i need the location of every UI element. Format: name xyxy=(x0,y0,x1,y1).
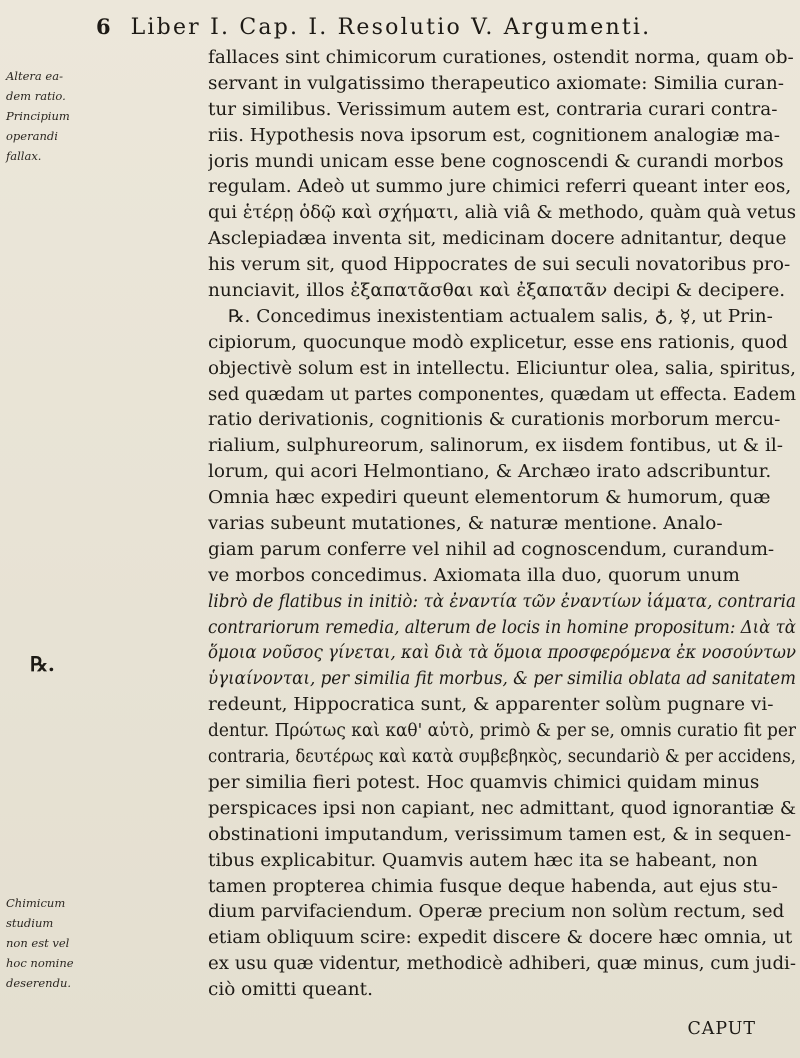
text-line: tamen propterea chimia fusque deque habenda, aut ejus stu- xyxy=(208,876,778,897)
margin-note-line: dem ratio. xyxy=(6,89,66,103)
text-line: nunciavit, illos ἐξαπατᾶσθαι καὶ ἐξαπατᾶν decipi & decipere. xyxy=(208,281,786,302)
text-line: lorum, qui acori Helmontiano, & Archæo irato adscribuntur. xyxy=(208,462,772,483)
text-line: dentur. Πρώτως καὶ καθ' αὑτὸ, primò & per se, omnis curatio fit per xyxy=(208,721,796,742)
text-line: regulam. Adeò ut summo jure chimici referri queant inter eos, xyxy=(208,177,792,198)
page-header xyxy=(96,14,770,46)
text-line: qui ἑτέρῃ ὁδῷ καὶ σχήματι, alià viâ & methodo, quàm quà vetus xyxy=(208,203,796,224)
text-line: Omnia hæc expediri queunt elementorum & humorum, quæ xyxy=(208,488,771,509)
text-line: dium parvifaciendum. Operæ precium non solùm rectum, sed xyxy=(208,902,785,923)
body-text xyxy=(208,46,798,1004)
text-line: ℞. Concedimus inexistentiam actualem salis, ♁, ☿, ut Prin- xyxy=(228,306,773,327)
text-line: ὅμοια νοῦσος γίνεται, καὶ διὰ τὰ ὅμοια προσφερόμενα ἐκ νοσούντων xyxy=(208,643,796,664)
text-line: contraria, δευτέρως καὶ κατὰ συμβεβηκὸς, secundariò & per accidens, xyxy=(208,747,796,768)
text-line: cipiorum, quocunque modò explicetur, esse ens rationis, quod xyxy=(208,332,788,353)
margin-note-altera-ratio xyxy=(6,66,104,166)
text-line: sed quædam ut partes componentes, quædam ut effecta. Eadem xyxy=(208,384,796,405)
catchword: CAPUT xyxy=(687,1019,756,1039)
text-line: perspicaces ipsi non capiant, nec admittant, quod ignorantiæ & xyxy=(208,798,796,819)
text-line: fallaces sint chimicorum curationes, ostendit norma, quam ob- xyxy=(208,48,794,68)
text-line: ratio derivationis, cognitionis & curationis morborum mercu- xyxy=(208,410,781,431)
text-line: tibus explicabitur. Quamvis autem hæc ita se habeant, non xyxy=(208,850,758,871)
text-line: ve morbos concedimus. Axiomata illa duo, quorum unum xyxy=(208,565,740,586)
text-line: per similia fieri potest. Hoc quamvis chimici quidam minus xyxy=(208,772,760,793)
text-line: servant in vulgatissimo therapeutico axiomate: Similia curan- xyxy=(208,73,784,94)
margin-note-line: studium xyxy=(6,916,54,930)
margin-note-line: fallax. xyxy=(6,149,42,163)
text-line: his verum sit, quod Hippocrates de sui seculi novatoribus pro- xyxy=(208,255,791,276)
running-head: Liber I. Cap. I. Resolutio V. Argumenti. xyxy=(130,15,652,40)
text-line: obstinationi imputandum, verissimum tamen est, & in sequen- xyxy=(208,824,792,845)
text-line: etiam obliquum scire: expedit discere & docere hæc omnia, ut xyxy=(208,928,793,949)
text-line: joris mundi unicam esse bene cognoscendi & curandi morbos xyxy=(208,151,784,172)
margin-note-line: Altera ea- xyxy=(6,69,63,83)
margin-note-line: Principium xyxy=(6,109,70,123)
text-line: riis. Hypothesis nova ipsorum est, cognitionem analogiæ ma- xyxy=(208,125,781,146)
text-line: objectivè solum est in intellectu. Eliciuntur olea, salia, spiritus, xyxy=(208,358,796,379)
respondeo-mark: ℞. xyxy=(30,652,55,676)
margin-note-line: non est vel xyxy=(6,936,70,950)
text-line: ὑγιαίνονται, per similia fit morbus, & per similia oblata ad sanitatem xyxy=(208,669,796,690)
text-line: giam parum conferre vel nihil ad cognoscendum, curandum- xyxy=(208,539,775,560)
margin-note-line: Chimicum xyxy=(6,896,66,910)
margin-note-chimicum-studium xyxy=(6,893,104,993)
text-line: ciò omitti queant. xyxy=(208,980,373,1001)
margin-note-line: deserendu. xyxy=(6,976,72,990)
text-line: contrariorum remedia, alterum de locis in homine propositum: Διὰ τὰ xyxy=(208,617,796,638)
text-line: Asclepiadæa inventa sit, medicinam docere adnitantur, deque xyxy=(208,229,787,250)
text-line: varias subeunt mutationes, & naturæ mentione. Analo- xyxy=(208,514,723,535)
text-line: redeunt, Hippocratica sunt, & apparenter solùm pugnare vi- xyxy=(208,695,774,716)
text-line: ex usu quæ videntur, methodicè adhiberi, quæ minus, cum judi- xyxy=(208,954,796,975)
margin-note-line: operandi xyxy=(6,129,58,143)
text-line: tur similibus. Verissimum autem est, contraria curari contra- xyxy=(208,99,778,120)
page-number: 6 xyxy=(96,14,111,39)
text-line: librò de flatibus in initiò: τὰ ἐναντία τῶν ἐναντίων ἰάματα, contraria xyxy=(208,591,796,612)
text-line: rialium, sulphureorum, salinorum, ex iisdem fontibus, ut & il- xyxy=(208,436,783,457)
margin-note-line: hoc nomine xyxy=(6,956,74,970)
